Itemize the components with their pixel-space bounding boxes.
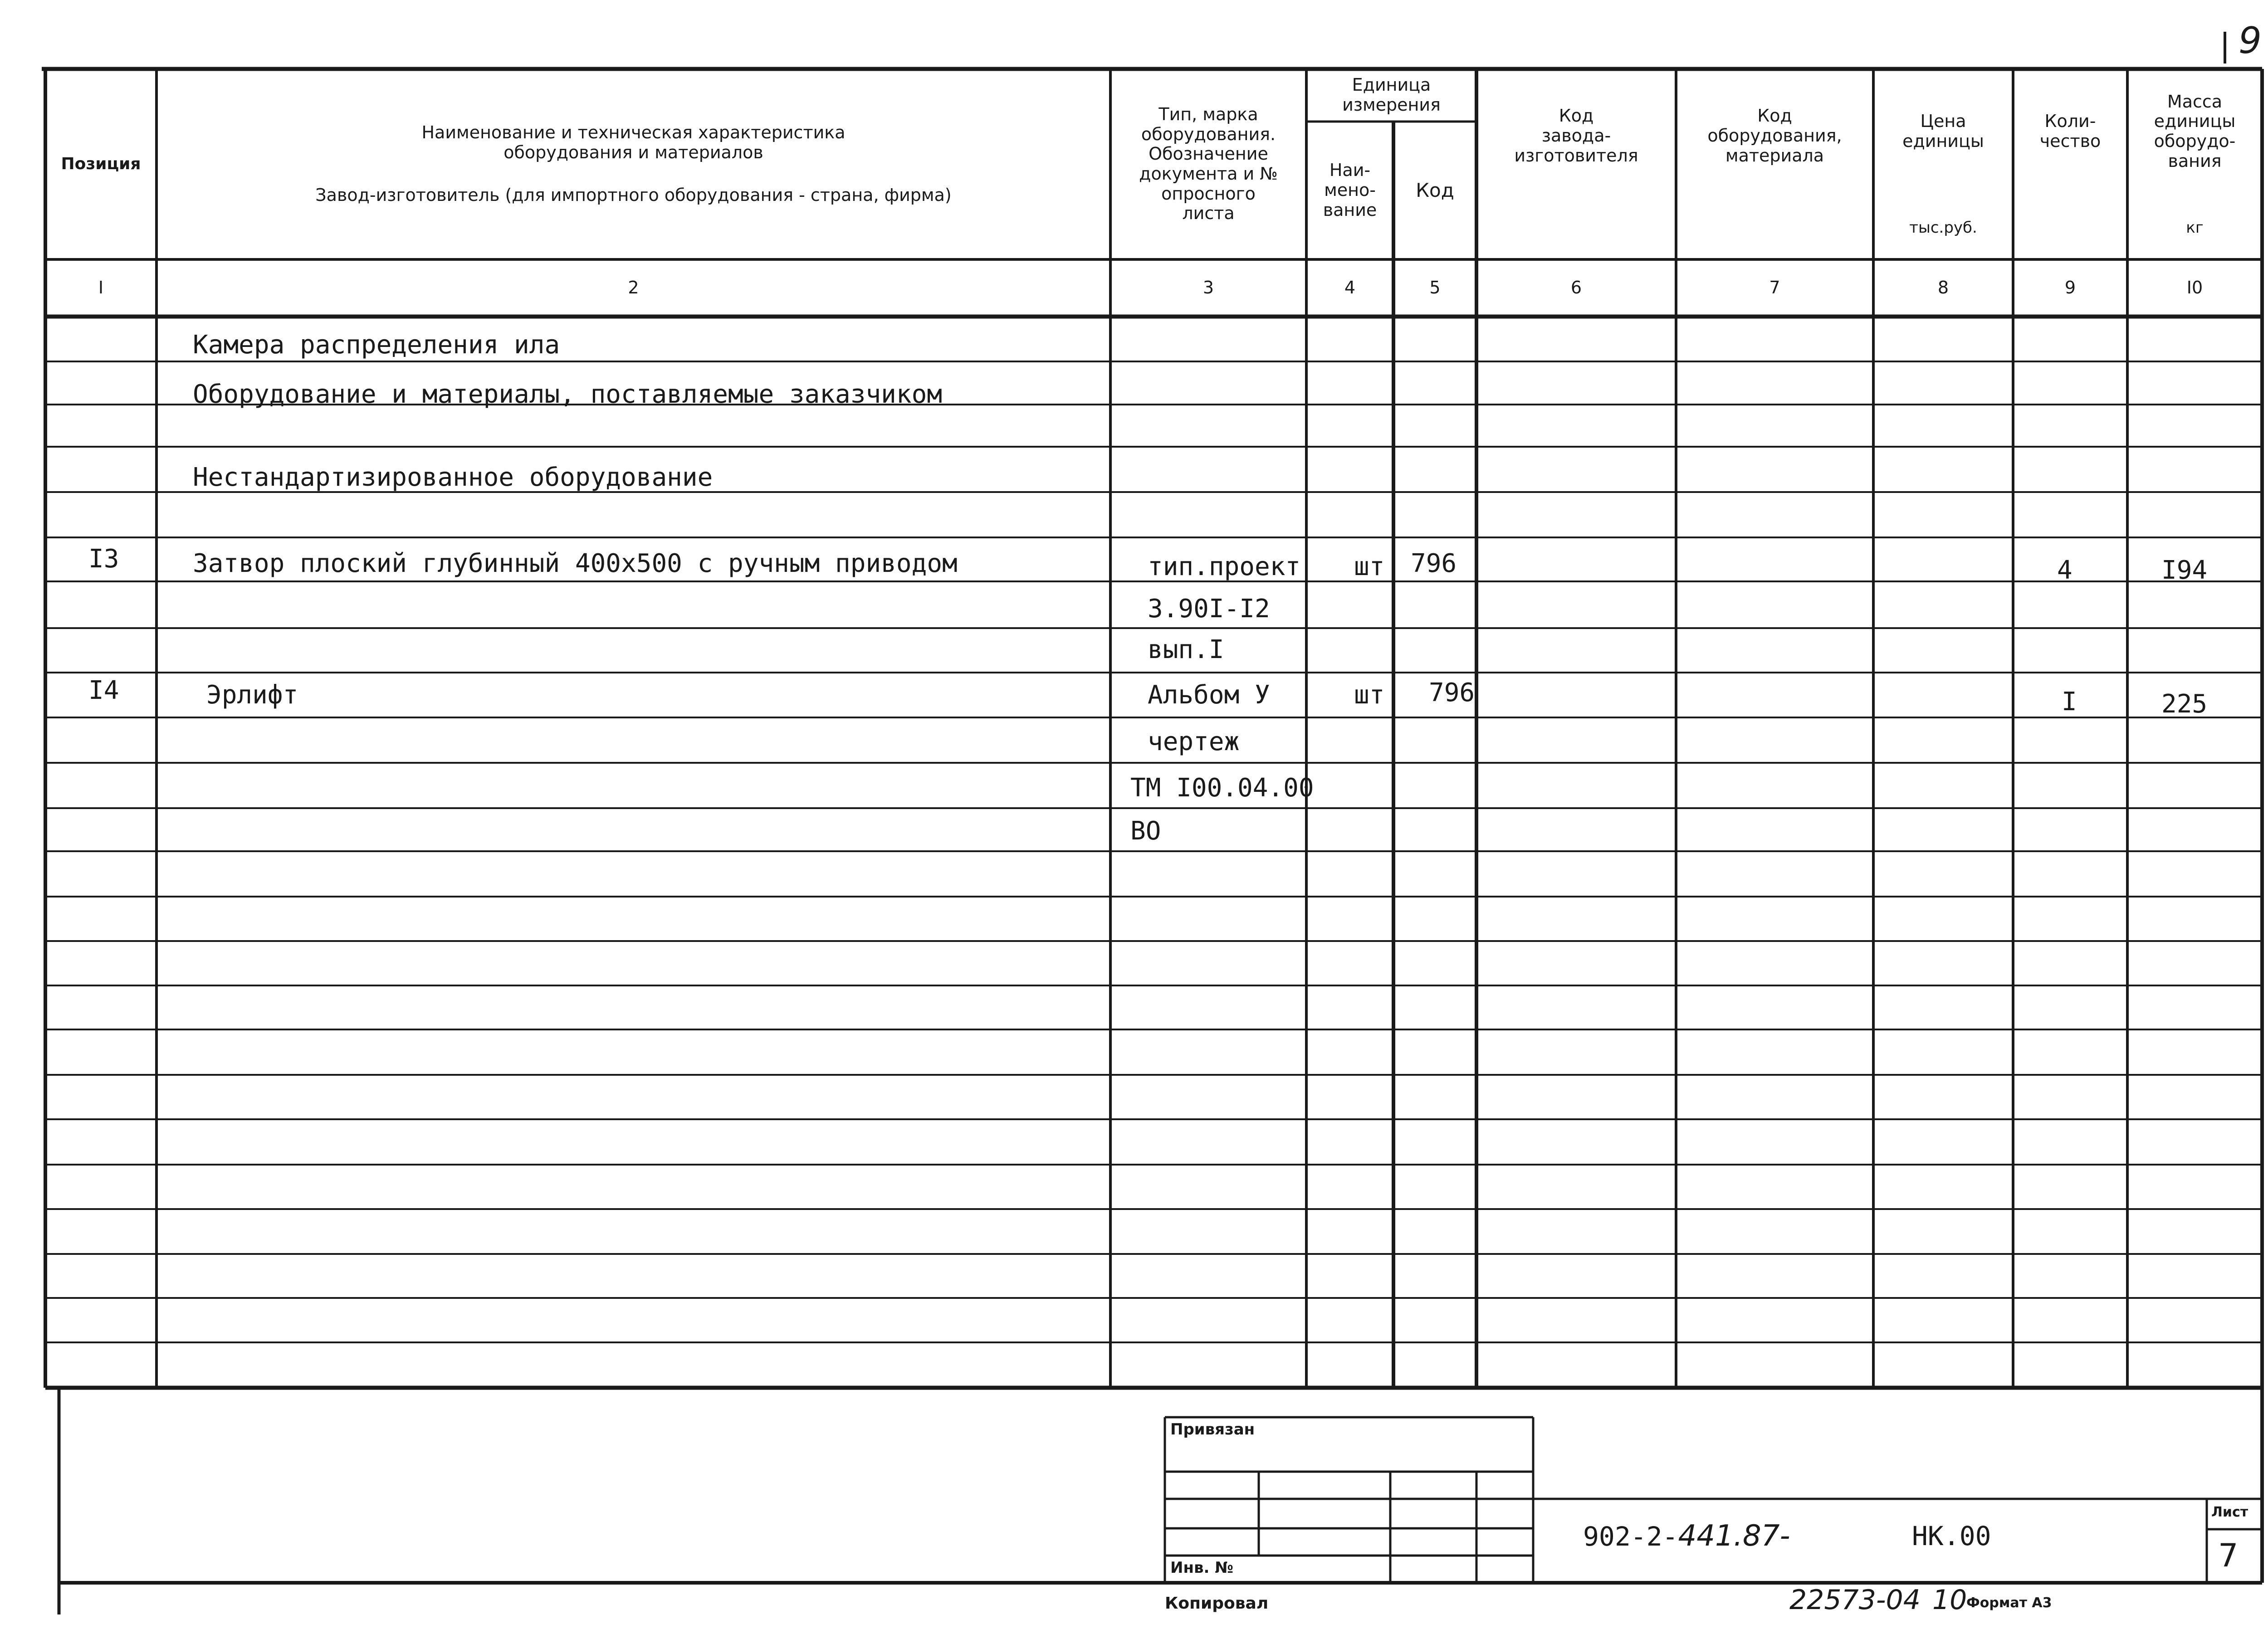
item-unit-code: 796: [1429, 678, 1475, 707]
column-number: 8: [1937, 278, 1949, 298]
item-document: Альбом У: [1148, 680, 1270, 710]
column-number: I0: [2186, 278, 2203, 298]
header-unit-title-line: Единица: [1352, 75, 1431, 95]
header-mass: [2127, 86, 2262, 177]
header-mass-unit: кг: [2186, 219, 2204, 237]
footer-format: Формат А3: [1966, 1595, 2052, 1611]
section-title: Оборудование и материалы, поставляемые заказчиком: [193, 380, 943, 409]
header-unit-name-line: вание: [1323, 200, 1377, 220]
stamp-doc-code: [1583, 1519, 1790, 1553]
column-number: 6: [1570, 278, 1582, 298]
header-type-line: документа и №: [1139, 164, 1278, 184]
stamp-list-number: 7: [2218, 1537, 2239, 1574]
header-type-line: Тип, марка: [1158, 104, 1258, 124]
header-mfr-line: завода-: [1541, 126, 1611, 146]
header-price-line: Цена: [1920, 111, 1966, 132]
column-number: 9: [2064, 278, 2076, 298]
item-document: ВО: [1130, 816, 1161, 846]
header-equip-line: оборудования,: [1707, 126, 1842, 146]
header-mass-line: единицы: [2154, 111, 2236, 132]
column-number: 3: [1202, 278, 1214, 298]
item-quantity: I: [2062, 687, 2077, 717]
footer-kopiroval: Копировал: [1165, 1594, 1269, 1613]
header-mfr-line: Код: [1559, 106, 1594, 126]
header-unit-code-label: Код: [1416, 179, 1454, 201]
header-name-line3: Завод-изготовитель (для импортного оборудования - страна, фирма): [315, 185, 952, 205]
header-type: [1110, 69, 1306, 259]
item-document: ТМ I00.04.00: [1130, 773, 1314, 803]
stamp-list-label: Лист: [2211, 1504, 2248, 1520]
header-equip-line: материала: [1725, 145, 1824, 166]
header-mass-line: вания: [2168, 151, 2222, 171]
item-unit-name: шт: [1354, 680, 1385, 710]
header-unit-title-line: измерения: [1342, 95, 1441, 115]
stamp-privyazan: Привязан: [1170, 1420, 1255, 1439]
header-qty-line: чество: [2039, 131, 2101, 151]
page-number: 9: [2239, 20, 2262, 62]
item-name: Эрлифт: [206, 680, 298, 710]
section-title: Нестандартизированное оборудование: [193, 463, 713, 492]
column-number: I: [98, 278, 104, 298]
item-position: I3: [88, 544, 119, 574]
header-position-label: Позиция: [61, 155, 141, 174]
header-name: [156, 69, 1110, 259]
header-name-line2: оборудования и материалов: [503, 142, 763, 163]
header-position: [45, 69, 156, 259]
header-price-line: единицы: [1902, 131, 1984, 151]
header-type-line: опросного: [1161, 183, 1256, 204]
column-number: 2: [628, 278, 639, 298]
header-unit-title: [1306, 69, 1476, 122]
header-mass-line: Масса: [2167, 91, 2223, 112]
header-price: [1873, 109, 2013, 154]
item-quantity: 4: [2057, 556, 2072, 585]
header-mfr-line: изготовителя: [1514, 145, 1638, 166]
column-number: 5: [1429, 278, 1441, 298]
stamp-doc-code-handwritten: 441.87-: [1678, 1519, 1790, 1553]
item-mass: I94: [2161, 556, 2208, 585]
item-document: тип.проект: [1148, 552, 1301, 581]
header-type-line: Обозначение: [1149, 144, 1268, 164]
stamp-doc-suffix: НК.00: [1912, 1521, 1991, 1551]
item-unit-code: 796: [1411, 549, 1457, 578]
item-unit-name: шт: [1354, 552, 1385, 581]
footer-order-suffix: 10: [1932, 1584, 1967, 1616]
header-equipment-code: [1676, 104, 1873, 168]
header-unit-name-line: Наи-: [1329, 160, 1371, 180]
stamp-doc-code-printed: 902-2-: [1583, 1521, 1678, 1552]
header-unit-name-line: мено-: [1324, 180, 1376, 200]
header-name-line1: Наименование и техническая характеристика: [421, 122, 846, 143]
item-document: 3.90I-I2: [1148, 594, 1270, 624]
header-unit-name: [1306, 122, 1393, 259]
stamp-inv-number: Инв. №: [1170, 1559, 1234, 1577]
header-quantity: [2013, 109, 2127, 154]
item-document: вып.I: [1148, 635, 1224, 664]
column-number: 7: [1769, 278, 1780, 298]
header-equip-line: Код: [1757, 106, 1792, 126]
item-mass: 225: [2161, 689, 2208, 719]
header-type-line: листа: [1182, 203, 1235, 224]
column-number: 4: [1344, 278, 1356, 298]
item-name: Затвор плоский глубинный 400х500 с ручным приводом: [193, 549, 958, 578]
footer-order-number: 22573-04: [1789, 1584, 1921, 1616]
header-qty-line: Коли-: [2044, 111, 2096, 132]
header-type-line: оборудования.: [1141, 124, 1276, 144]
header-price-unit: тыс.руб.: [1909, 219, 1977, 237]
header-unit-code: [1393, 122, 1476, 259]
section-title: Камера распределения ила: [193, 330, 560, 360]
item-position: I4: [88, 676, 119, 705]
header-mass-line: оборудо-: [2154, 131, 2236, 151]
header-manufacturer-code: [1476, 104, 1676, 168]
item-document: чертеж: [1148, 727, 1240, 756]
